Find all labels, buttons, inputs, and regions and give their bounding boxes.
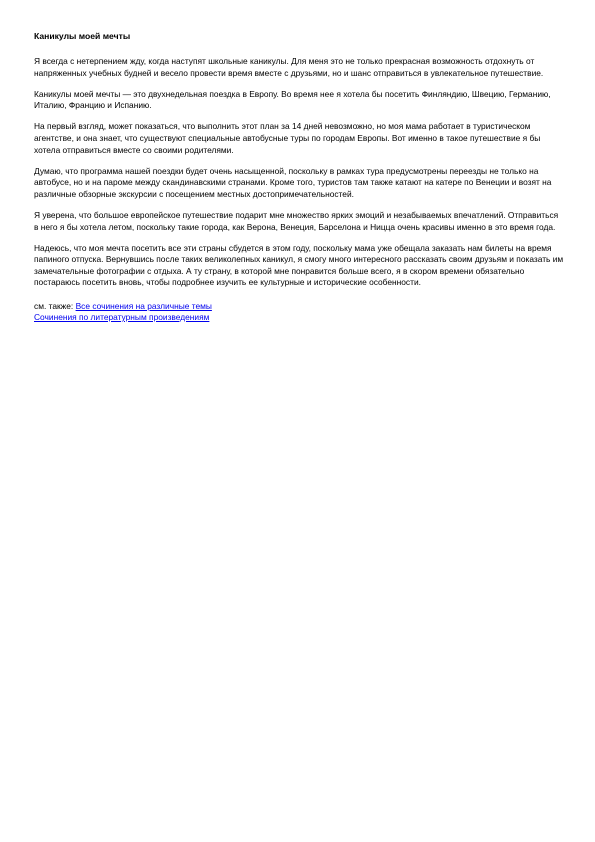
- see-also-label: см. также:: [34, 301, 74, 311]
- paragraph-4: Думаю, что программа нашей поездки будет очень насыщенной, поскольку в рамках тура предусмотрены переезды не только на автобусе, но и на пароме между скандинавскими странами. Кроме того, туристов там также катают на катере по Венеции и возят на различные обзорные экскурсии с посещением местных достопримечательностей.: [34, 165, 552, 199]
- document-title: Каникулы моей мечты: [34, 31, 131, 41]
- paragraph-2: Каникулы моей мечты — это двухнедельная поездка в Европу. Во время нее я хотела бы посетить Финляндию, Швецию, Германию, Италию, Францию и Испанию.: [34, 88, 551, 111]
- document-page: [34, 31, 564, 323]
- link-literature-essays[interactable]: Сочинения по литературным произведениям: [34, 312, 210, 322]
- paragraph-3: На первый взгляд, может показаться, что выполнить этот план за 14 дней невозможно, но моя мама работает в туристическом агентстве, и она знает, что существуют специальные автобусные туры по городам Европы. Вот именно в такое путешествие я бы хотела отправиться вместе со своими родителями.: [34, 121, 541, 155]
- see-also-section: [34, 301, 564, 323]
- paragraph-6: Надеюсь, что моя мечта посетить все эти страны сбудется в этом году, поскольку мама уже обещала заказать нам билеты на время папиного отпуска. Вернувшись после таких великолепных каникул, я смогу много интересного рассказать своим друзьям и показать им замечательные фотографии с отдыха. А ту страну, в которой мне понравится больше всего, я в скором времени обязательно постараюсь посетить вновь, чтобы подробнее изучить ее культурные и исторические особенности.: [34, 242, 564, 288]
- link-all-essays[interactable]: Все сочинения на различные темы: [75, 301, 212, 311]
- paragraph-5: Я уверена, что большое европейское путешествие подарит мне множество ярких эмоций и незабываемых впечатлений. Отправиться в него я бы хотела летом, поскольку такие города, как Верона, Венеция, Барселона и Ницца очень красивы именно в это время года.: [34, 209, 559, 232]
- paragraph-1: Я всегда с нетерпением жду, когда наступят школьные каникулы. Для меня это не только прекрасная возможность отдохнуть от напряженных учебных будней и весело провести время вместе с друзьями, но и шанс отправиться в увлекательное путешествие.: [34, 56, 544, 78]
